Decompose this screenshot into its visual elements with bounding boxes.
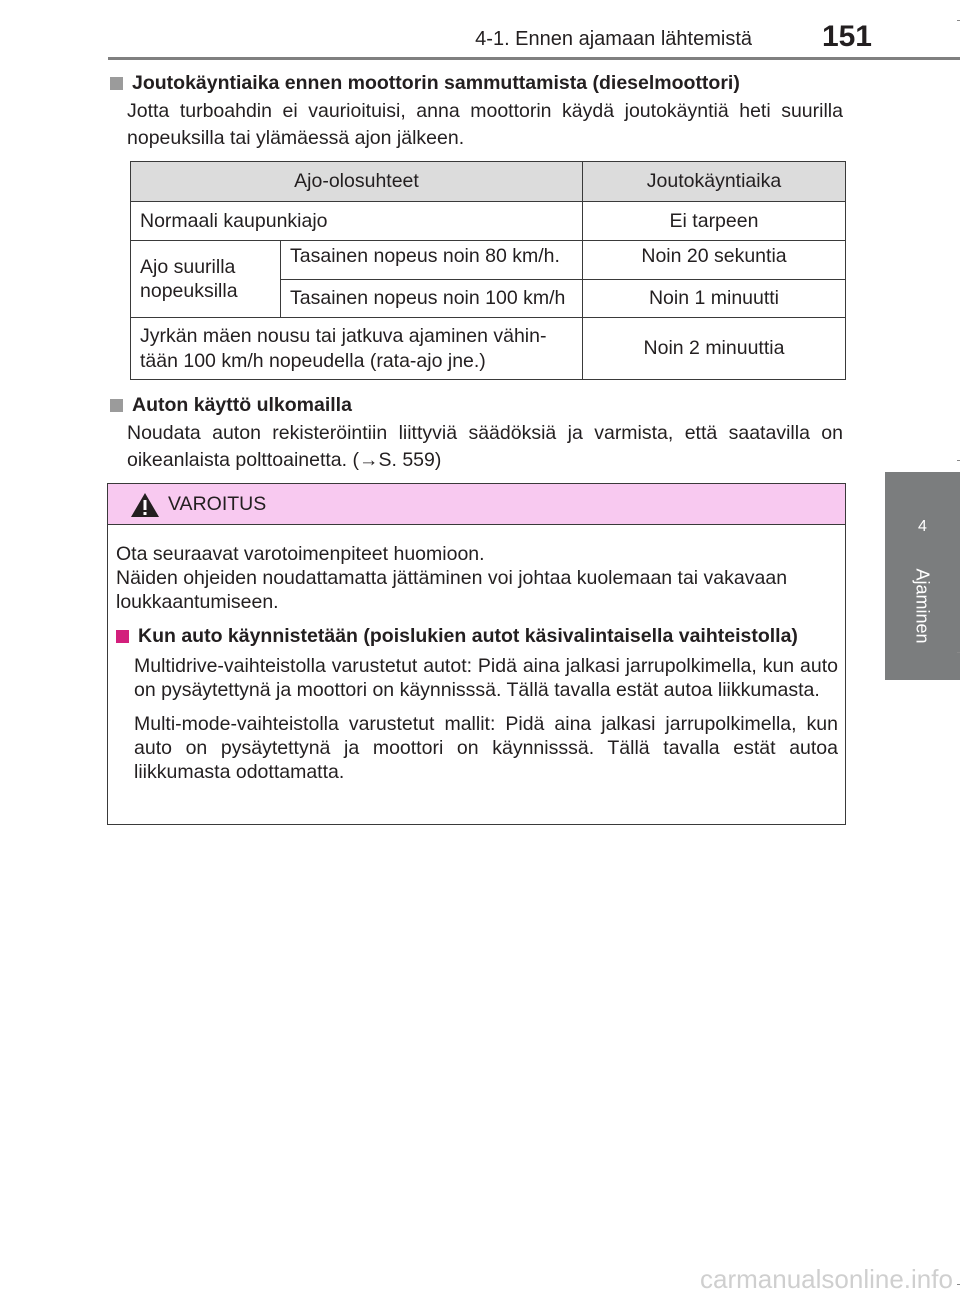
table-cell: Ei tarpeen — [583, 202, 846, 241]
table-header-cell: Joutokäyntiaika — [583, 162, 846, 202]
square-bullet-icon — [116, 630, 129, 643]
table-cell: Ajo suurilla nopeuksilla — [131, 241, 281, 318]
warning-box — [107, 483, 846, 825]
chapter-title: 4-1. Ennen ajamaan lähtemistä — [475, 28, 752, 50]
side-tab-label: Ajaminen — [912, 568, 933, 644]
table-row — [131, 318, 846, 380]
table-cell: Jyrkän mäen nousu tai jatkuva ajaminen vähin- tään 100 km/h nopeudella (rata-ajo jne.) — [131, 318, 583, 380]
table-cell: Noin 20 sekuntia — [583, 241, 846, 280]
warning-subheading — [116, 624, 838, 648]
square-bullet-icon — [110, 77, 123, 90]
table-cell: Noin 1 minuutti — [583, 280, 846, 318]
square-bullet-icon — [110, 399, 123, 412]
warning-paragraph: Multidrive-vaihteistolla varustetut autot: Pidä aina jalkasi jarrupolkimella, kun auto on pysäytettynä ja moottori on käynnisssä. Tällä tavalla estät autoa liikkumasta. — [134, 655, 838, 701]
section-heading-abroad — [110, 394, 352, 417]
table-header-row — [131, 162, 846, 202]
table-cell: Normaali kaupunkiajo — [131, 202, 583, 241]
chapter-side-tab — [885, 472, 960, 680]
table-row — [131, 202, 846, 241]
warning-title: VAROITUS — [168, 493, 267, 515]
warning-triangle-icon — [130, 492, 160, 518]
warning-paragraph: Multi-mode-vaihteistolla varustetut mallit: Pidä aina jalkasi jarrupolkimella, kun auto on pysäytettynä ja moottori on käynnisssä. Tällä tavalla estät autoa liikkumasta odottamatta. — [134, 713, 838, 783]
table-header-cell: Ajo-olosuhteet — [131, 162, 583, 202]
side-tab-number: 4 — [918, 518, 927, 535]
warning-header — [108, 484, 845, 525]
section-heading-text: Auton käyttö ulkomailla — [132, 394, 352, 416]
warning-subheading-text: Kun auto käynnistetään (poislukien autot käsivalintaisella vaihteistolla) — [138, 625, 798, 647]
section-paragraph: Jotta turboahdin ei vaurioituisi, anna moottorin käydä joutokäyntiä heti suurilla nopeuksilla tai ylämäessä ajon jälkeen. — [127, 100, 843, 149]
section-heading-idle-time — [110, 72, 740, 95]
warning-body — [116, 542, 838, 794]
section-heading-text: Joutokäyntiaika ennen moottorin sammuttamista (dieselmoottori) — [132, 72, 740, 94]
warning-intro-line: Ota seuraavat varotoimenpiteet huomioon. — [116, 543, 485, 565]
table-row — [131, 241, 846, 280]
watermark: carmanualsonline.info — [700, 1264, 953, 1294]
section-paragraph: Noudata auton rekisteröintiin liittyviä säädöksiä ja varmista, että saatavilla on oikeanlaista polttoainetta. (→S. 559) — [127, 422, 843, 471]
table-cell: Tasainen nopeus noin 100 km/h — [281, 280, 583, 318]
table-cell: Noin 2 minuuttia — [583, 318, 846, 380]
warning-intro-line: Näiden ohjeiden noudattamatta jättäminen voi johtaa kuolemaan tai vakavaan loukkaantumiseen. — [116, 567, 788, 613]
idle-time-table — [130, 161, 846, 380]
header-rule — [108, 57, 960, 60]
table-cell: Tasainen nopeus noin 80 km/h. — [281, 241, 583, 280]
page-number: 151 — [821, 20, 872, 53]
